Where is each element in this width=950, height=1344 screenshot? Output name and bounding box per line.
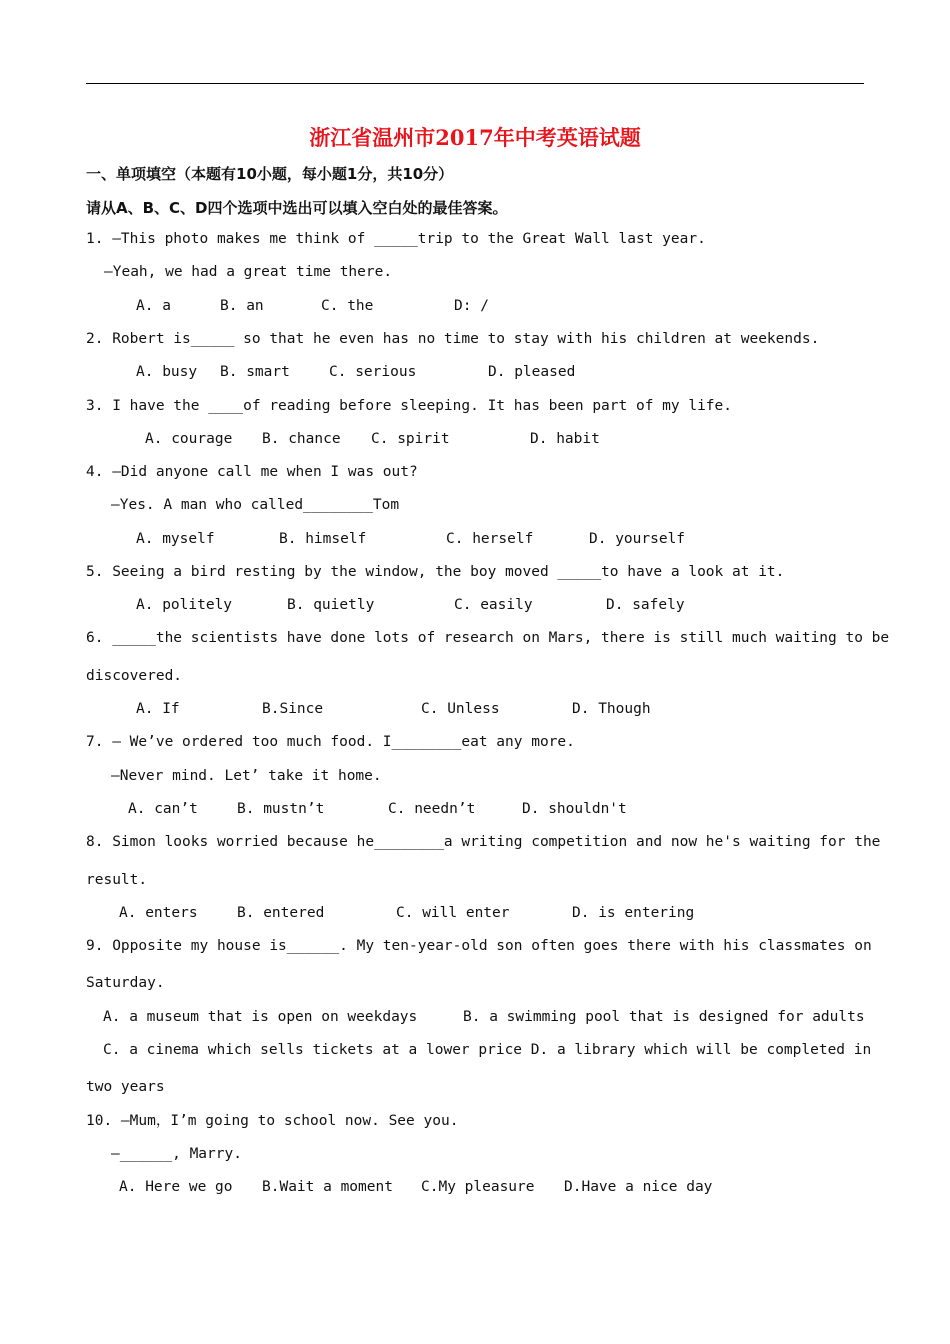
question-8-option-b: B. entered [237, 905, 325, 921]
question-9-line-1: 9. Opposite my house is______. My ten-year-old son often goes there with his classmates on [86, 938, 872, 954]
question-3-option-c: C. spirit [371, 431, 450, 447]
question-1-line-2: —Yeah, we had a great time there. [104, 264, 393, 280]
question-5-option-b: B. quietly [287, 597, 375, 613]
question-7-line-2: —Never mind. Let’ take it home. [111, 768, 382, 784]
question-8-option-a: A. enters [119, 905, 198, 921]
question-7-line-1: 7. — We’ve ordered too much food. I________eat any more. [86, 734, 575, 750]
question-4-line-2: —Yes. A man who called________Tom [111, 497, 400, 513]
question-1-line-1: 1. —This photo makes me think of _____trip to the Great Wall last year. [86, 231, 706, 247]
section-heading: 一、单项填空（本题有10小题，每小题1分，共10分） [86, 165, 454, 183]
question-5-option-a: A. politely [136, 597, 233, 613]
question-4-option-b: B. himself [279, 531, 367, 547]
question-10-option-b: B.Wait a moment [262, 1179, 393, 1195]
header-rule [86, 83, 864, 84]
question-5-option-d: D. safely [606, 597, 685, 613]
question-3-option-d: D. habit [530, 431, 600, 447]
question-3-option-a: A. courage [145, 431, 233, 447]
question-6-option-c: C. Unless [421, 701, 500, 717]
question-8-line-2: result. [86, 872, 148, 888]
question-5-option-c: C. easily [454, 597, 533, 613]
question-6-line-2: discovered. [86, 668, 183, 684]
question-7-option-c: C. needn’t [388, 801, 476, 817]
question-6-line-1: 6. _____the scientists have done lots of research on Mars, there is still much waiting to be [86, 630, 890, 646]
question-10-option-d: D.Have a nice day [564, 1179, 713, 1195]
question-6-option-b: B.Since [262, 701, 324, 717]
page-title: 浙江省温州市2017年中考英语试题 [309, 125, 641, 150]
question-4-line-1: 4. —Did anyone call me when I was out? [86, 464, 418, 480]
question-10-option-c: C.My pleasure [421, 1179, 535, 1195]
question-6-option-a: A. If [136, 701, 180, 717]
question-1-option-d: D: / [454, 298, 489, 314]
question-9-line-2: Saturday. [86, 975, 165, 991]
question-9-option-d-continued: two years [86, 1079, 165, 1095]
question-2-option-c: C. serious [329, 364, 417, 380]
question-1-option-b: B. an [220, 298, 264, 314]
question-10-line-1: 10. —Mum，I’m going to school now. See you. [86, 1113, 459, 1129]
section-instruction: 请从A、B、C、D四个选项中选出可以填入空白处的最佳答案。 [86, 199, 508, 217]
question-9-option-a: A. a museum that is open on weekdays [103, 1009, 418, 1025]
question-7-option-a: A. can’t [128, 801, 198, 817]
question-2-option-d: D. pleased [488, 364, 576, 380]
question-4-option-c: C. herself [446, 531, 534, 547]
question-4-option-d: D. yourself [589, 531, 686, 547]
question-10-option-a: A. Here we go [119, 1179, 233, 1195]
question-9-option-b: B. a swimming pool that is designed for adults [463, 1009, 865, 1025]
question-8-option-d: D. is entering [572, 905, 695, 921]
question-8-option-c: C. will enter [396, 905, 510, 921]
question-3-option-b: B. chance [262, 431, 341, 447]
question-6-option-d: D. Though [572, 701, 651, 717]
question-2-option-b: B. smart [220, 364, 290, 380]
question-1-option-c: C. the [321, 298, 374, 314]
question-7-option-d: D. shouldn't [522, 801, 627, 817]
question-2-option-a: A. busy [136, 364, 198, 380]
question-7-option-b: B. mustn’t [237, 801, 325, 817]
question-3-line-1: 3. I have the ____of reading before sleeping. It has been part of my life. [86, 398, 733, 414]
question-1-option-a: A. a [136, 298, 171, 314]
question-5-line-1: 5. Seeing a bird resting by the window, the boy moved _____to have a look at it. [86, 564, 785, 580]
question-10-line-2: —______, Marry. [111, 1146, 242, 1162]
question-9-option-c-d: C. a cinema which sells tickets at a lower price D. a library which will be completed in [103, 1042, 872, 1058]
question-8-line-1: 8. Simon looks worried because he________a writing competition and now he's waiting for the [86, 834, 881, 850]
question-4-option-a: A. myself [136, 531, 215, 547]
question-2-line-1: 2. Robert is_____ so that he even has no time to stay with his children at weekends. [86, 331, 820, 347]
